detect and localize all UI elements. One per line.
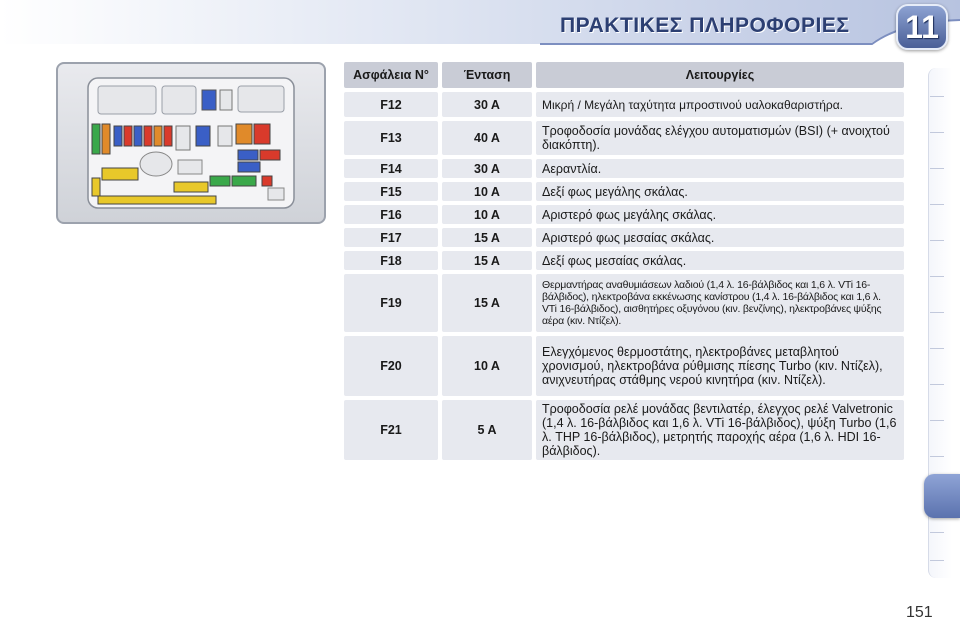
fuse-amperage: 15 A: [442, 228, 532, 247]
fuse-slot: [202, 90, 216, 110]
chapter-tab[interactable]: [930, 96, 944, 97]
fuse-number: F17: [344, 228, 438, 247]
table-row: [344, 274, 904, 332]
chapter-tab[interactable]: [930, 312, 944, 313]
table-row: [344, 92, 904, 117]
chapter-tab[interactable]: [930, 276, 944, 277]
relay-block: [238, 86, 284, 112]
fuse-amperage: 15 A: [442, 274, 532, 332]
chapter-tab[interactable]: [930, 132, 944, 133]
chapter-tab[interactable]: [930, 420, 944, 421]
fuse-slot: [236, 124, 252, 144]
fuse-slot: [102, 124, 110, 154]
fuse-function: Θερμαντήρας αναθυμιάσεων λαδιού (1,4 λ. 16-βάλβιδος και 1,6 λ. VTi 16-βάλβιδος), ηλεκτροβάνα εκκένωσης κανίστρου (1,4 λ. 16-βάλβιδος και 1,6 λ. VTi 16-βάλβιδος), αισθητήρες οξυγόνου (κιν. βενζίνης), ηλεκτροβάνες ψύξης αέρα (κιν. Ντίζελ).: [536, 274, 904, 332]
header-amperage: Ένταση: [442, 62, 532, 88]
chapter-tab[interactable]: [930, 456, 944, 457]
relay-block: [98, 86, 156, 114]
fuse-slot: [164, 126, 172, 146]
fuse-amperage: 10 A: [442, 336, 532, 396]
chapter-tab[interactable]: [930, 240, 944, 241]
fuse-amperage: 10 A: [442, 205, 532, 224]
fuse-amperage: 10 A: [442, 182, 532, 201]
fuse-F13: [238, 150, 258, 160]
fuse-F18: [92, 178, 100, 196]
chapter-tab[interactable]: [930, 204, 944, 205]
fuse-function: Δεξί φως μεγάλης σκάλας.: [536, 182, 904, 201]
fuse-slot: [124, 126, 132, 146]
fuse-function: Αριστερό φως μεγάλης σκάλας.: [536, 205, 904, 224]
fuse-number: F19: [344, 274, 438, 332]
table-header-row: [344, 62, 904, 88]
fuse-slot: [196, 126, 210, 146]
chapter-tab[interactable]: [930, 532, 944, 533]
relay-block: [268, 188, 284, 200]
fuse-F12: [238, 162, 260, 172]
chapter-tab[interactable]: [930, 168, 944, 169]
table-row: [344, 336, 904, 396]
fuse-number: F14: [344, 159, 438, 178]
fuse-F16: [260, 150, 280, 160]
fuse-function: Τροφοδοσία ρελέ μονάδας βεντιλατέρ, έλεγχος ρελέ Valvetronic (1,4 λ. 16-βάλβιδος και 1,6 λ. VTi 16-βάλβιδος), ψύξη Turbo (1,6 λ. THP 16-βάλβιδος), μετρητής παροχής αέρα (1,6 λ. HDI 16-βάλβιδος).: [536, 400, 904, 460]
page-title: ΠΡΑΚΤΙΚΕΣ ΠΛΗΡΟΦΟΡΙΕΣ: [560, 14, 850, 37]
fuse-slot: [176, 126, 190, 150]
chapter-tab[interactable]: [930, 348, 944, 349]
fuse-box-drawing: [58, 64, 324, 222]
fuse-function: Αριστερό φως μεσαίας σκάλας.: [536, 228, 904, 247]
fuse-number: F12: [344, 92, 438, 117]
fuse-amperage: 5 A: [442, 400, 532, 460]
table-row: [344, 205, 904, 224]
header-fuse-number: Ασφάλεια N°: [344, 62, 438, 88]
fuse-slot: [144, 126, 152, 146]
relay-block: [178, 160, 202, 174]
fuse-amperage: 30 A: [442, 92, 532, 117]
fuse-slot: [220, 90, 232, 110]
fuse-number: F20: [344, 336, 438, 396]
fuse-amperage: 30 A: [442, 159, 532, 178]
fuse-number: F21: [344, 400, 438, 460]
relay-block: [162, 86, 196, 114]
fuse-amperage: 15 A: [442, 251, 532, 270]
fuse-slot: [92, 124, 100, 154]
fuse-number: F15: [344, 182, 438, 201]
table-row: [344, 251, 904, 270]
relay-round: [140, 152, 172, 176]
fuse-F15: [262, 176, 272, 186]
fuse-slot: [114, 126, 122, 146]
fuse-box-diagram: [56, 62, 326, 224]
chapter-tab-active[interactable]: [924, 474, 960, 518]
fuse-function: Τροφοδοσία μονάδας ελέγχου αυτοματισμών (BSI) (+ ανοιχτού διακόπτη).: [536, 121, 904, 155]
fuse-F14: [232, 176, 256, 186]
fuse-F19: [102, 168, 138, 180]
table-row: [344, 121, 904, 155]
chapter-tab[interactable]: [930, 560, 944, 561]
fuse-slot: [154, 126, 162, 146]
fuse-amperage: 40 A: [442, 121, 532, 155]
fuse-F20: [98, 196, 216, 204]
chapter-badge: 11: [896, 4, 948, 50]
page-number: 151: [906, 604, 933, 621]
fuse-table: [344, 62, 904, 464]
chapter-tab[interactable]: [930, 384, 944, 385]
fuse-number: F16: [344, 205, 438, 224]
fuse-slot: [254, 124, 270, 144]
table-row: [344, 159, 904, 178]
fuse-number: F13: [344, 121, 438, 155]
fuse-slot: [134, 126, 142, 146]
fuse-F17: [174, 182, 208, 192]
fuse-function: Μικρή / Μεγάλη ταχύτητα μπροστινού υαλοκαθαριστήρα.: [536, 92, 904, 117]
fuse-function: Ελεγχόμενος θερμοστάτης, ηλεκτροβάνες μεταβλητού χρονισμού, ηλεκτροβάνα ρύθμισης πίεσης Turbo (κιν. Ντίζελ), ανιχνευτήρας στάθμης νερού κινητήρα (κιν. Ντίζελ).: [536, 336, 904, 396]
fuse-slot: [218, 126, 232, 146]
fuse-F21: [210, 176, 230, 186]
fuse-function: Δεξί φως μεσαίας σκάλας.: [536, 251, 904, 270]
fuse-function: Αεραντλία.: [536, 159, 904, 178]
header-functions: Λειτουργίες: [536, 62, 904, 88]
fuse-number: F18: [344, 251, 438, 270]
table-row: [344, 400, 904, 460]
table-row: [344, 228, 904, 247]
table-row: [344, 182, 904, 201]
